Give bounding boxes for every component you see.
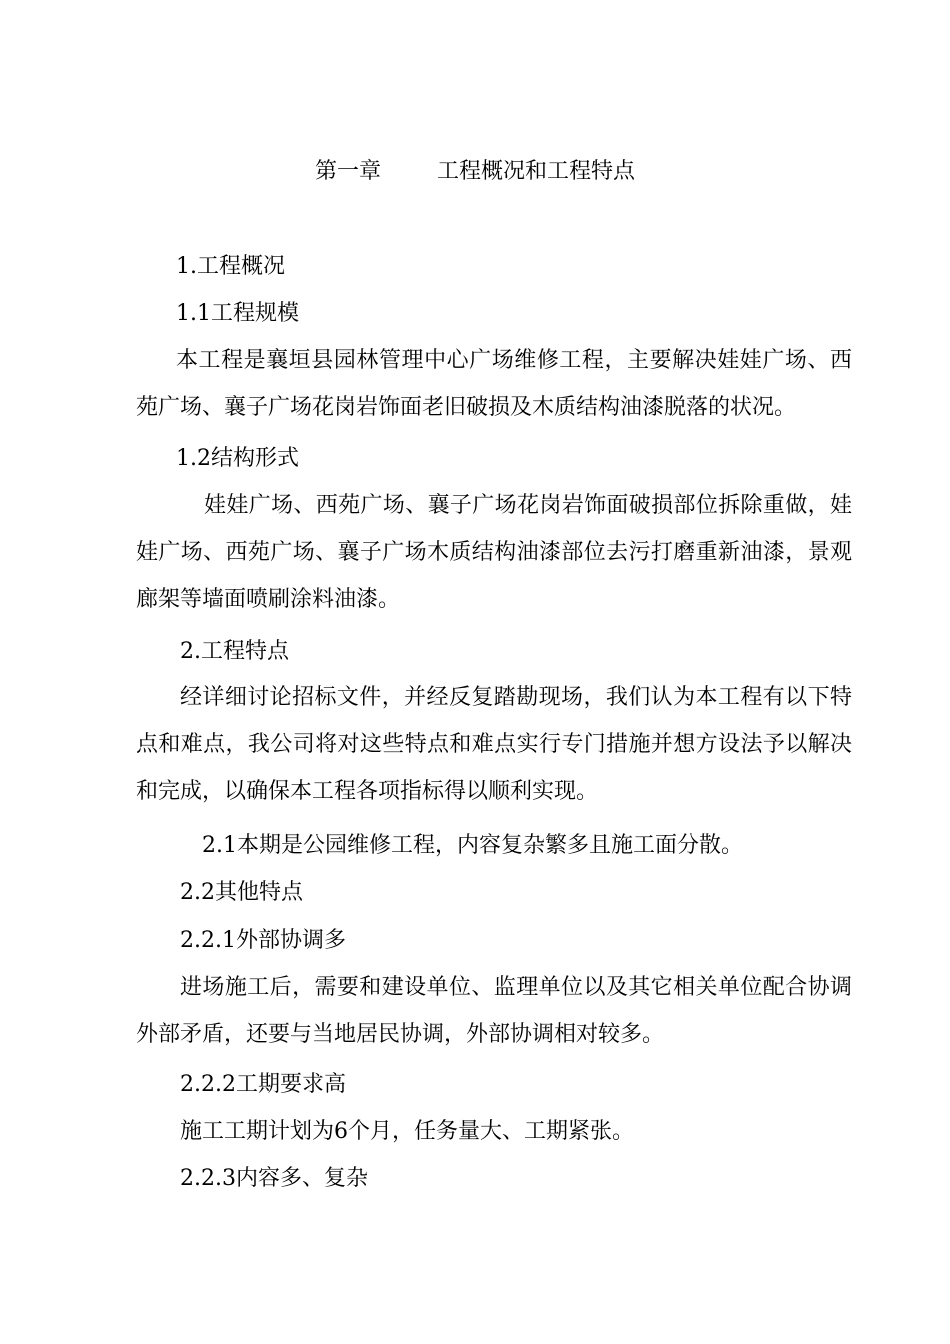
section-heading-2-2-1: 2.2.1外部协调多 bbox=[180, 928, 346, 953]
chapter-title: 第一章 工程概况和工程特点 bbox=[315, 159, 635, 184]
section-heading-2-2-3: 2.2.3内容多、复杂 bbox=[180, 1166, 368, 1191]
paragraph-schedule: 施工工期计划为6个月，任务量大、工期紧张。 bbox=[180, 1119, 634, 1144]
section-heading-2-2-2: 2.2.2工期要求高 bbox=[180, 1072, 346, 1097]
section-heading-2-2: 2.2其他特点 bbox=[180, 880, 303, 905]
paragraph-structure-form: 娃娃广场、西苑广场、襄子广场花岗岩饰面破损部位拆除重做，娃娃广场、西苑广场、襄子广场木质结构油漆部位去污打磨重新油漆，景观廊架等墙面喷刷涂料油漆。 bbox=[136, 493, 852, 612]
section-heading-1-1: 1.1工程规模 bbox=[176, 301, 299, 326]
paragraph-project-scale: 本工程是襄垣县园林管理中心广场维修工程，主要解决娃娃广场、西苑广场、襄子广场花岗岩饰面老旧破损及木质结构油漆脱落的状况。 bbox=[136, 348, 852, 420]
paragraph-external-coordination: 进场施工后，需要和建设单位、监理单位以及其它相关单位配合协调外部矛盾，还要与当地居民协调，外部协调相对较多。 bbox=[136, 975, 852, 1047]
section-heading-2: 2.工程特点 bbox=[180, 639, 289, 664]
paragraph-project-features: 经详细讨论招标文件，并经反复踏勘现场，我们认为本工程有以下特点和难点，我公司将对这些特点和难点实行专门措施并想方设法予以解决和完成，以确保本工程各项指标得以顺利实现。 bbox=[136, 685, 852, 804]
section-heading-1-2: 1.2结构形式 bbox=[176, 446, 299, 471]
section-heading-1: 1.工程概况 bbox=[176, 254, 285, 279]
section-heading-2-1: 2.1本期是公园维修工程，内容复杂繁多且施工面分散。 bbox=[202, 833, 743, 858]
